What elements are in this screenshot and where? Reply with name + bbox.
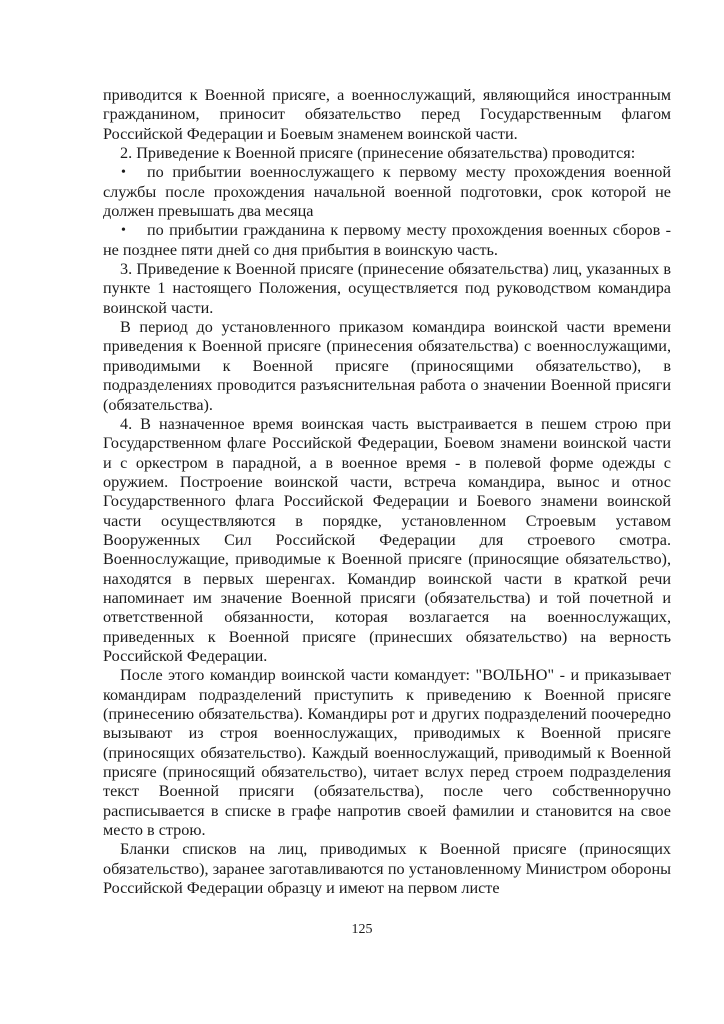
bullet-item-servicemember (103, 163, 671, 221)
bullet-icon: • (121, 165, 126, 181)
paragraph-item-4: 4. В назначенное время воинская часть выстраивается в пешем строю при Государственном флаге Российской Федерации, Боевом знамени воинской части и с оркестром в парадной, а в военное время - в полевой форме одежды с оружием. Построение воинской части, встреча командира, вынос и относ Государственного флага Российской Федерации и Боевого знамени воинской части осуществляются в порядке, установленном Строевым уставом Вооруженных Сил Российской Федерации для строевого смотра. Военнослужащие, приводимые к Военной присяге (приносящие обязательство), находятся в первых шеренгах. Командир воинской части в краткой речи напоминает им значение Военной присяги (обязательства) и той почетной и ответственной обязанности, которая возлагается на военнослужащих, приведенных к Военной присяге (принесших обязательство) на верность Российской Федерации. (103, 414, 671, 665)
paragraph-explanatory-work: В период до установленного приказом командира воинской части времени приведения к Военной присяге (принесения обязательства) с военнослужащими, приводимыми к Военной присяге (приносящими обязательство), в подразделениях проводится разъяснительная работа о значении Военной присяги (обязательства). (103, 318, 671, 414)
document-body (103, 86, 671, 898)
bullet-text-servicemember: по прибытии военнослужащего к первому месту прохождения военной службы после прохождения начальной военной подготовки, срок которой не должен превышать два месяца (103, 163, 671, 221)
paragraph-oath-intro: приводится к Военной присяге, а военнослужащий, являющийся иностранным гражданином, приносит обязательство перед Государственным флагом Российской Федерации и Боевым знаменем воинской части. (103, 86, 671, 143)
bullet-item-citizen (103, 221, 671, 260)
paragraph-item-3: 3. Приведение к Военной присяге (принесение обязательства) лиц, указанных в пункте 1 настоящего Положения, осуществляется под руководством командира воинской части. (103, 260, 671, 317)
paragraph-item-2: 2. Приведение к Военной присяге (принесение обязательства) проводится: (120, 144, 636, 163)
page-number: 125 (351, 922, 373, 937)
paragraph-list-forms: Бланки списков на лиц, приводимых к Военной присяге (приносящих обязательство), заранее заготавливаются по установленному Министром обороны Российской Федерации образцу и имеют на первом листе (103, 840, 671, 898)
paragraph-command-volno: После этого командир воинской части командует: "ВОЛЬНО" - и приказывает командирам подразделений приступить к приведению к Военной присяге (принесению обязательства). Командиры рот и других подразделений поочередно вызывают из строя военнослужащих, приводимых к Военной присяге (приносящих обязательство). Каждый военнослужащий, приводимый к Военной присяге (приносящий обязательство), читает вслух перед строем подразделения текст Военной присяги (обязательства), после чего собственноручно расписывается в списке в графе напротив своей фамилии и становится на свое место в строю. (103, 666, 671, 840)
bullet-text-citizen: по прибытии гражданина к первому месту прохождения военных сборов - не позднее пяти дней со дня прибытия в воинскую часть. (103, 221, 671, 259)
bullet-icon: • (121, 223, 126, 239)
